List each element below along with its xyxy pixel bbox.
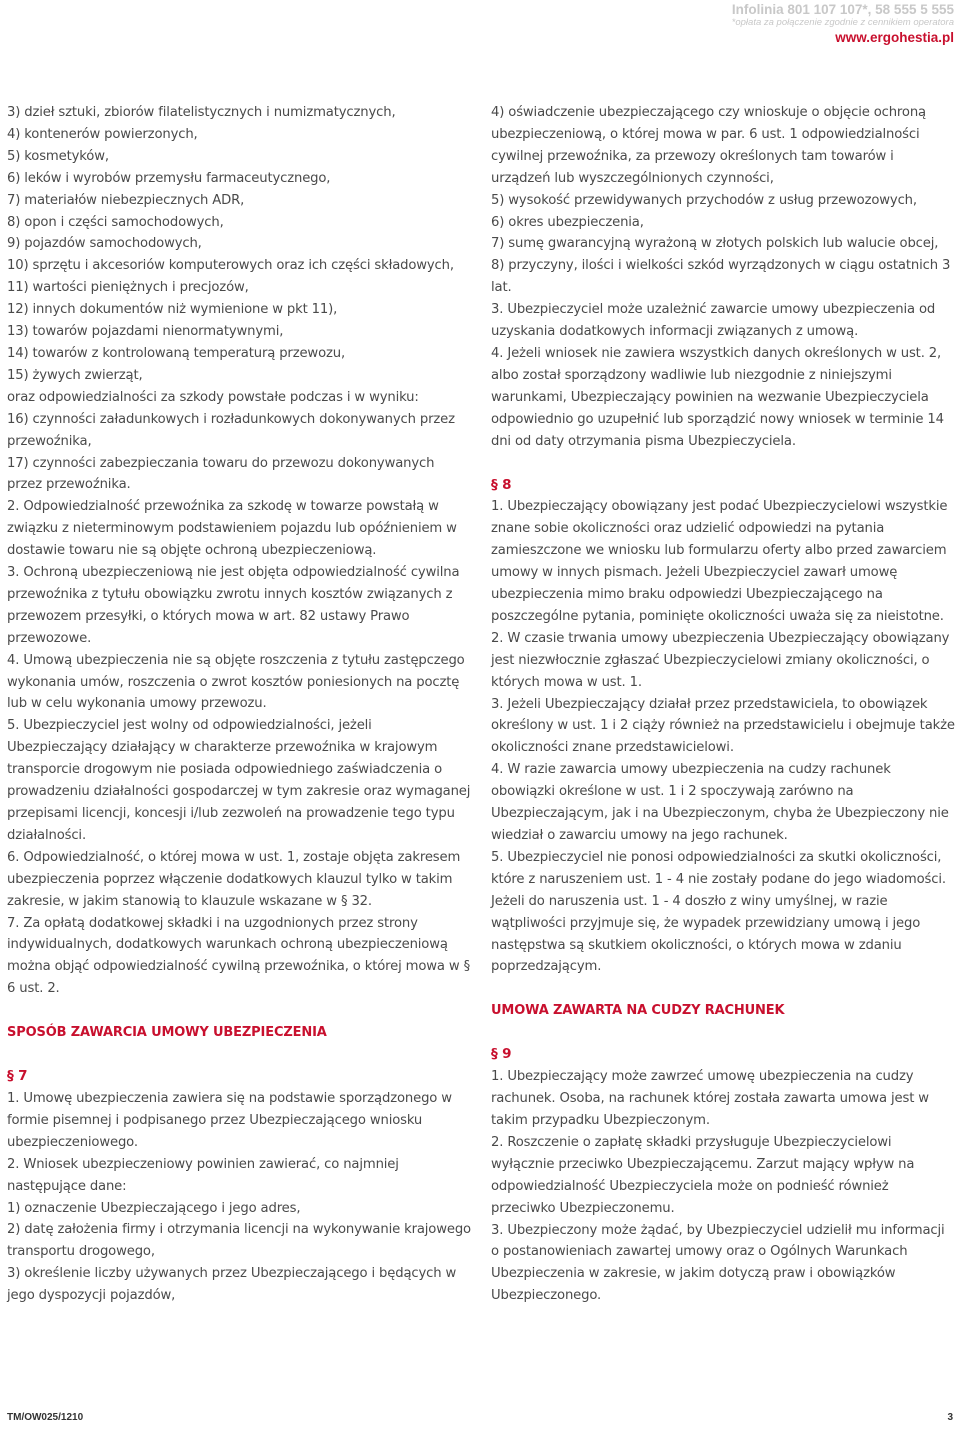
paragraph: oraz odpowiedzialności za szkody powstałe podczas i w wyniku:: [7, 389, 419, 405]
right-column: [491, 102, 955, 1307]
left-lines-b: [7, 1088, 473, 1307]
paragraph: 1) oznaczenie Ubezpieczającego i jego adres,: [7, 1200, 301, 1216]
paragraph: 3) określenie liczby używanych przez Ubezpieczającego i będących w jego dyspozycji pojazdów,: [7, 1266, 457, 1304]
paragraph: 8) przyczyny, ilości i wielkości szkód wyrządzonych w ciągu ostatnich 3 lat.: [491, 258, 951, 296]
page-header: [732, 2, 954, 46]
paragraph: 4. Umową ubezpieczenia nie są objęte roszczenia z tytułu zastępczego wykonania umów, roszczenia o zwrot kosztów poniesionych na pocztę lub w celu wykonania umowy przewozu.: [7, 652, 465, 712]
paragraph: 15) żywych zwierząt,: [7, 367, 143, 383]
paragraph: 4. W razie zawarcia umowy ubezpieczenia na cudzy rachunek obowiązki określone w ust. 1 i 2 spoczywają zarówno na Ubezpieczającym, jak i na Ubezpieczonym, chyba że Ubezpieczony nie wiedział o zawarciu umowy na jego rachunek.: [491, 762, 949, 843]
paragraph: 2. Odpowiedzialność przewoźnika za szkodę w towarze powstałą w związku z nieterminowym podstawieniem pojazdu lub opóźnieniem w dostawie towaru nie są objęte ochroną ubezpieczeniową.: [7, 499, 457, 559]
paragraph: 7. Za opłatą dodatkowej składki i na uzgodnionych przez strony indywidualnych, dodatkowych warunkach ochroną ubezpieczeniową można objąć odpowiedzialność cywilną przewoźnika, o której mowa w § 6 ust. 2.: [7, 915, 471, 997]
section-7-label: § 7: [7, 1068, 28, 1085]
paragraph: 13) towarów pojazdami nienormatywnymi,: [7, 324, 284, 340]
right-lines-a: [491, 102, 955, 453]
paragraph: 4) kontenerów powierzonych,: [7, 126, 198, 142]
paragraph: 7) materiałów niebezpiecznych ADR,: [7, 192, 245, 208]
paragraph: 12) innych dokumentów niż wymienione w pkt 11),: [7, 302, 338, 318]
paragraph: 11) wartości pieniężnych i precjozów,: [7, 280, 249, 296]
paragraph: 3. Jeżeli Ubezpieczający działał przez przedstawiciela, to obowiązek określony w ust. 1 i 2 ciąży również na przedstawicielu i obejmuje także okoliczności znane przedstawicielowi.: [491, 696, 955, 756]
section-heading-contract: SPOSÓB ZAWARCIA UMOWY UBEZPIECZENIA: [7, 1025, 327, 1041]
paragraph: 8) opon i części samochodowych,: [7, 214, 224, 230]
paragraph: 3. Ubezpieczyciel może uzależnić zawarcie umowy ubezpieczenia od uzyskania dodatkowych informacji związanych z umową.: [491, 302, 936, 340]
paragraph: 4. Jeżeli wniosek nie zawiera wszystkich danych określonych w ust. 2, albo został sporządzony wadliwie lub niezgodnie z niniejszymi warunkami, Ubezpieczający powinien na wezwanie Ubezpieczyciela odpowiednio go uzupełnić lub sporządzić nowy wniosek w terminie 14 dni od daty otrzymania pisma Ubezpieczyciela.: [491, 345, 944, 449]
paragraph: 17) czynności zabezpieczania towaru do przewozu dokonywanych przez przewoźnika.: [7, 455, 435, 493]
paragraph: 6) okres ubezpieczenia,: [491, 214, 644, 230]
paragraph: 3. Ubezpieczony może żądać, by Ubezpieczyciel udzielił mu informacji o postanowieniach zawartej umowy oraz o Ogólnych Warunkach Ubezpieczenia w zakresie, w jakim dotyczą praw i obowiązków Ubezpieczonego.: [491, 1222, 945, 1304]
left-lines-a: [7, 102, 473, 1000]
paragraph: 5) wysokość przewidywanych przychodów z usług przewozowych,: [491, 192, 917, 208]
paragraph: 1. Umowę ubezpieczenia zawiera się na podstawie sporządzonego w formie pisemnej i podpisanego przez Ubezpieczającego wniosku ubezpieczeniowego.: [7, 1090, 452, 1150]
paragraph: 6) leków i wyrobów przemysłu farmaceutycznego,: [7, 170, 331, 186]
paragraph: 3) dzieł sztuki, zbiorów filatelistycznych i numizmatycznych,: [7, 105, 396, 120]
paragraph: 2. W czasie trwania umowy ubezpieczenia Ubezpieczający obowiązany jest niezwłocznie zgłaszać Ubezpieczycielowi zmiany okoliczności, o których mowa w ust. 1.: [491, 630, 950, 690]
paragraph: 3. Ochroną ubezpieczeniową nie jest objęta odpowiedzialność cywilna przewoźnika z tytułu obowiązku zwrotu innych kosztów związanych z przewozem przesyłki, o których mowa w art. 82 ustawy Prawo przewozowe.: [7, 565, 460, 646]
right-lines-c: [491, 1066, 955, 1307]
paragraph: 6. Odpowiedzialność, o której mowa w ust. 1, zostaje objęta zakresem ubezpieczenia poprzez włączenie dodatkowych klauzul tylko w takim zakresie, w jakim stanowią to klauzule wskazane w § 32.: [7, 849, 461, 909]
paragraph: 5. Ubezpieczyciel jest wolny od odpowiedzialności, jeżeli Ubezpieczający działający w charakterze przewoźnika w krajowym transporcie drogowym nie posiada odpowiedniego zaświadczenia o prowadzeniu działalności gospodarczej w tym zakresie oraz wymaganej przepisami licencji, koncesji i/lub zezwoleń na prowadzenie tego typu działalności.: [7, 718, 471, 843]
website-link[interactable]: www.ergohestia.pl: [835, 30, 954, 45]
paragraph: 16) czynności załadunkowych i rozładunkowych dokonywanych przez przewoźnika,: [7, 411, 455, 449]
paragraph: 7) sumę gwarancyjną wyrażoną w złotych polskich lub walucie obcej,: [491, 236, 939, 252]
paragraph: 9) pojazdów samochodowych,: [7, 236, 202, 252]
paragraph: 1. Ubezpieczający obowiązany jest podać Ubezpieczycielowi wszystkie znane sobie okoliczności oraz udzielić odpowiedzi na pytania zamieszczone we wniosku lub formularzu oferty albo przed zawarciem umowy w innych pismach. Jeżeli Ubezpieczyciel zawarł umowę ubezpieczenia mimo braku odpowiedzi Ubezpieczającego na poszczególne pytania, pominięte okoliczności uważa się za nieistotne.: [491, 499, 948, 624]
paragraph: 4) oświadczenie ubezpieczającego czy wnioskuje o objęcie ochroną ubezpieczeniową, o której mowa w par. 6 ust. 1 odpowiedzialności cywilnej przewoźnika, za przewozy określonych tam towarów i urządzeń lub wyszczególnionych czynności,: [491, 105, 926, 186]
paragraph: 5. Ubezpieczyciel nie ponosi odpowiedzialności za skutki okoliczności, które z naruszeniem ust. 1 - 4 nie zostały podane do jego wiadomości. Jeżeli do naruszenia ust. 1 - 4 doszło z winy umyślnej, w razie wątpliwości przyjmuje się, że wypadek przewidziany umową i jego następstwa są skutkiem okoliczności, o których mowa w zdaniu poprzedzającym.: [491, 849, 946, 975]
document-code: TM/OW025/1210: [7, 1412, 84, 1423]
paragraph: 5) kosmetyków,: [7, 148, 109, 164]
paragraph: 10) sprzętu i akcesoriów komputerowych oraz ich części składowych,: [7, 258, 454, 274]
left-column: [7, 102, 473, 1307]
hotline-note: *opłata za połączenie zgodnie z cennikiem operatora: [731, 17, 954, 28]
paragraph: 1. Ubezpieczający może zawrzeć umowę ubezpieczenia na cudzy rachunek. Osoba, na rachunek której została zawarta umowa jest w takim przypadku Ubezpieczonym.: [491, 1069, 929, 1128]
hotline-text: Infolinia 801 107 107*, 58 555 5 555: [731, 2, 954, 17]
right-lines-b: [491, 496, 955, 978]
section-9-label: § 9: [491, 1046, 512, 1063]
section-heading-account: UMOWA ZAWARTA NA CUDZY RACHUNEK: [491, 1003, 785, 1019]
section-8-label: § 8: [491, 476, 512, 493]
paragraph: 2. Wniosek ubezpieczeniowy powinien zawierać, co najmniej następujące dane:: [7, 1156, 399, 1194]
paragraph: 2. Roszczenie o zapłatę składki przysługuje Ubezpieczycielowi wyłącznie przeciwko Ubezpieczającemu. Zarzut mający wpływ na odpowiedzialność Ubezpieczyciela może on podnieść również przeciwko Ubezpieczonemu.: [491, 1134, 915, 1216]
page-number: 3: [947, 1412, 953, 1423]
paragraph: 2) datę założenia firmy i otrzymania licencji na wykonywanie krajowego transportu drogowego,: [7, 1222, 471, 1260]
paragraph: 14) towarów z kontrolowaną temperaturą przewozu,: [7, 345, 346, 361]
